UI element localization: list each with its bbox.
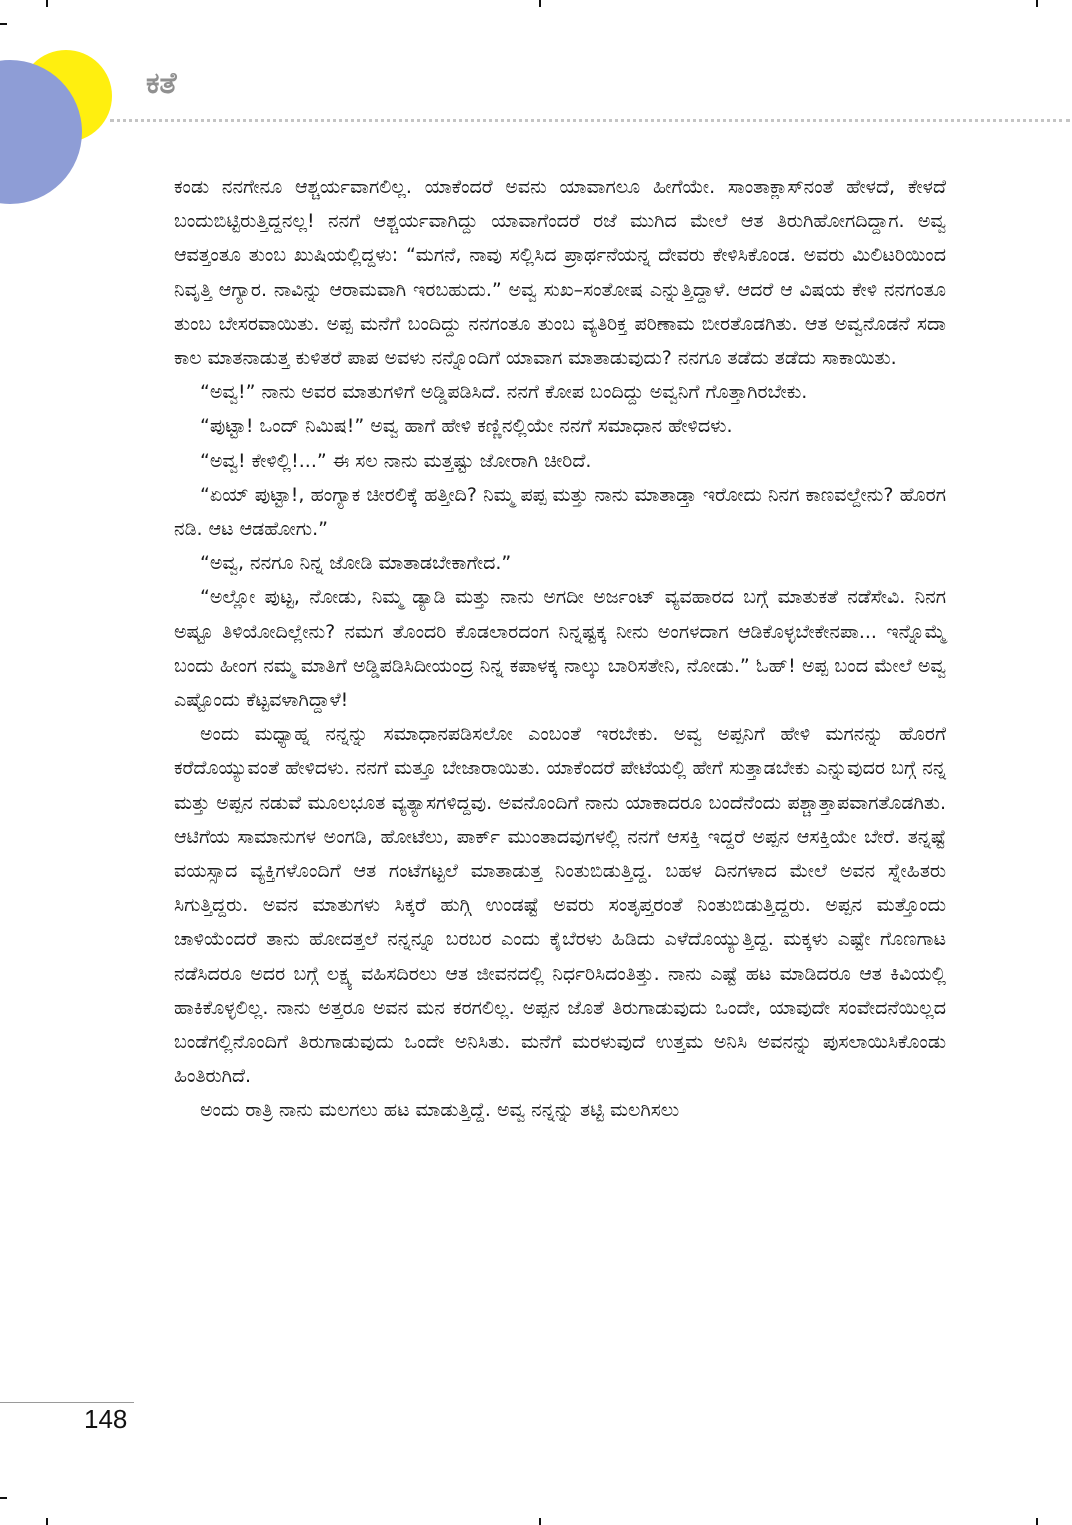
crop-mark [1036,1518,1038,1525]
paragraph: “ಅವ್ವ!” ನಾನು ಅವರ ಮಾತುಗಳಿಗೆ ಅಡ್ಡಿಪಡಿಸಿದೆ. ನನಗೆ ಕೋಪ ಬಂದಿದ್ದು ಅವ್ವನಿಗೆ ಗೊತ್ತಾಗಿರಬೇಕು. [200,381,808,404]
header-decoration [0,0,140,220]
section-title: ಕತೆ [146,66,177,101]
crop-mark [539,0,541,7]
crop-mark [0,1497,7,1499]
crop-mark [46,1518,48,1525]
header-dotted-rule [110,119,1070,122]
paragraph: ಅಂದು ಮಧ್ಯಾಹ್ನ ನನ್ನನ್ನು ಸಮಾಧಾನಪಡಿಸಲೋ ಎಂಬಂತೆ ಇರಬೇಕು. ಅವ್ವ ಅಪ್ಪನಿಗೆ ಹೇಳಿ ಮಗನನ್ನು ಹೊರಗೆ ಕರೆದೊಯ್ಯುವಂತೆ ಹೇಳಿದಳು. ನನಗೆ ಮತ್ತೂ ಬೇಜಾರಾಯಿತು. ಯಾಕೆಂದರೆ ಪೇಟೆಯಲ್ಲಿ ಹೇಗೆ ಸುತ್ತಾಡಬೇಕು ಎನ್ನುವುದರ ಬಗ್ಗೆ ನನ್ನ ಮತ್ತು ಅಪ್ಪನ ನಡುವೆ ಮೂಲಭೂತ ವ್ಯತ್ಯಾಸಗಳಿದ್ದವು. ಅವನೊಂದಿಗೆ ನಾನು ಯಾಕಾದರೂ ಬಂದೆನೆಂದು ಪಶ್ಚಾತ್ತಾಪವಾಗತೊಡಗಿತು. ಆಟಿಗೆಯ ಸಾಮಾನುಗಳ ಅಂಗಡಿ, ಹೋಟೆಲು, ಪಾರ್ಕ್ ಮುಂತಾದವುಗಳಲ್ಲಿ ನನಗೆ ಆಸಕ್ತಿ ಇದ್ದರೆ ಅಪ್ಪನ ಆಸಕ್ತಿಯೇ ಬೇರೆ. ತನ್ನಷ್ಟೆ ವಯಸ್ಸಾದ ವ್ಯಕ್ತಿಗಳೊಂದಿಗೆ ಆತ ಗಂಟೆಗಟ್ಟಲೆ ಮಾತಾಡುತ್ತ ನಿಂತುಬಿಡುತ್ತಿದ್ದ. ಬಹಳ ದಿನಗಳಾದ ಮೇಲೆ ಅವನ ಸ್ನೇಹಿತರು ಸಿಗುತ್ತಿದ್ದರು. ಅವನ ಮಾತುಗಳು ಸಿಕ್ಕರೆ ಹುಗ್ಗಿ ಉಂಡಷ್ಟೆ ಅವರು ಸಂತೃಪ್ತರಂತೆ ನಿಂತುಬಿಡುತ್ತಿದ್ದರು. ಅಪ್ಪನ ಮತ್ತೊಂದು ಚಾಳಿಯೆಂದರೆ ತಾನು ಹೋದತ್ತಲೆ ನನ್ನನ್ನೂ ಬರಬರ ಎಂದು ಕೈಬೆರಳು ಹಿಡಿದು ಎಳೆದೊಯ್ಯುತ್ತಿದ್ದ. ಮಕ್ಕಳು ಎಷ್ಟೇ ಗೊಣಗಾಟ ನಡೆಸಿದರೂ ಅದರ ಬಗ್ಗೆ ಲಕ್ಷ್ಯ ವಹಿಸದಿರಲು ಆತ ಜೀವನದಲ್ಲಿ ನಿರ್ಧರಿಸಿದಂತಿತ್ತು. ನಾನು ಎಷ್ಟೆ ಹಟ ಮಾಡಿದರೂ ಆತ ಕಿವಿಯಲ್ಲಿ ಹಾಕಿಕೊಳ್ಳಲಿಲ್ಲ. ನಾನು ಅತ್ತರೂ ಅವನ ಮನ ಕರಗಲಿಲ್ಲ. ಅಪ್ಪನ ಜೊತೆ ತಿರುಗಾಡುವುದು ಒಂದೇ, ಯಾವುದೇ ಸಂವೇದನೆಯಿಲ್ಲದ ಬಂಡೆಗಲ್ಲಿನೊಂದಿಗೆ ತಿರುಗಾಡುವುದು ಒಂದೇ ಅನಿಸಿತು. ಮನೆಗೆ ಮರಳುವುದೆ ಉತ್ತಮ ಅನಿಸಿ ಅವನನ್ನು ಪುಸಲಾಯಿಸಿಕೊಂಡು ಹಿಂತಿರುಗಿದೆ. [174,723,946,1088]
crop-mark [1036,0,1038,7]
paragraph: ಅಂದು ರಾತ್ರಿ ನಾನು ಮಲಗಲು ಹಟ ಮಾಡುತ್ತಿದ್ದೆ. ಅವ್ವ ನನ್ನನ್ನು ತಟ್ಟಿ ಮಲಗಿಸಲು [200,1099,680,1122]
paragraph: “ಪುಟ್ಟಾ! ಒಂದ್ ನಿಮಿಷ!” ಅವ್ವ ಹಾಗೆ ಹೇಳಿ ಕಣ್ಣಿನಲ್ಲಿಯೇ ನನಗೆ ಸಮಾಧಾನ ಹೇಳಿದಳು. [200,415,733,438]
paragraph: “ಅವ್ವ! ಕೇಳಿಲ್ಲಿ!...” ಈ ಸಲ ನಾನು ಮತ್ತಷ್ಟು ಜೋರಾಗಿ ಚೀರಿದೆ. [200,449,592,472]
paragraph: ಕಂಡು ನನಗೇನೂ ಆಶ್ಚರ್ಯವಾಗಲಿಲ್ಲ. ಯಾಕೆಂದರೆ ಅವನು ಯಾವಾಗಲೂ ಹೀಗೆಯೇ. ಸಾಂತಾಕ್ಲಾಸ್‌ನಂತೆ ಹೇಳದೆ, ಕೇಳದೆ ಬಂದುಬಿಟ್ಟಿರುತ್ತಿದ್ದನಲ್ಲ! ನನಗೆ ಆಶ್ಚರ್ಯವಾಗಿದ್ದು ಯಾವಾಗೆಂದರೆ ರಜೆ ಮುಗಿದ ಮೇಲೆ ಆತ ತಿರುಗಿಹೋಗದಿದ್ದಾಗ. ಅವ್ವ ಆವತ್ತಂತೂ ತುಂಬ ಖುಷಿಯಲ್ಲಿದ್ದಳು: “ಮಗನೆ, ನಾವು ಸಲ್ಲಿಸಿದ ಪ್ರಾರ್ಥನೆಯನ್ನ ದೇವರು ಕೇಳಿಸಿಕೊಂಡ. ಅವರು ಮಿಲಿಟರಿಯಿಂದ ನಿವೃತ್ತಿ ಆಗ್ಯಾರ. ನಾವಿನ್ನು ಆರಾಮವಾಗಿ ಇರಬಹುದು.” ಅವ್ವ ಸುಖ–ಸಂತೋಷ ಎನ್ನುತ್ತಿದ್ದಾಳೆ. ಆದರೆ ಆ ವಿಷಯ ಕೇಳಿ ನನಗಂತೂ ತುಂಬ ಬೇಸರವಾಯಿತು. ಅಪ್ಪ ಮನೆಗೆ ಬಂದಿದ್ದು ನನಗಂತೂ ತುಂಬ ವ್ಯತಿರಿಕ್ತ ಪರಿಣಾಮ ಬೀರತೊಡಗಿತು. ಆತ ಅವ್ವನೊಡನೆ ಸದಾ ಕಾಲ ಮಾತನಾಡುತ್ತ ಕುಳಿತರೆ ಪಾಪ ಅವಳು ನನ್ನೊಂದಿಗೆ ಯಾವಾಗ ಮಾತಾಡುವುದು? ನನಗೂ ತಡೆದು ತಡೆದು ಸಾಕಾಯಿತು. [174,176,946,370]
page-number: 148 [84,1404,128,1434]
paragraph: “ಅವ್ವ, ನನಗೂ ನಿನ್ನ ಜೋಡಿ ಮಾತಾಡಬೇಕಾಗೇದ.” [200,552,512,575]
footer-rule [0,1402,134,1403]
paragraph: “ಅಲ್ಲೋ ಪುಟ್ಟ, ನೋಡು, ನಿಮ್ಮ ಡ್ಯಾಡಿ ಮತ್ತು ನಾನು ಅಗದೀ ಅರ್ಜಂಟ್ ವ್ಯವಹಾರದ ಬಗ್ಗೆ ಮಾತುಕತೆ ನಡೆಸೇವಿ. ನಿನಗ ಅಷ್ಟೂ ತಿಳಿಯೋದಿಲ್ಲೇನು? ನಮಗ ತೊಂದರಿ ಕೊಡಲಾರದಂಗ ನಿನ್ನಷ್ಟಕ್ಕ ನೀನು ಅಂಗಳದಾಗ ಆಡಿಕೊಳ್ಳಬೇಕೇನಪಾ... ಇನ್ನೊಮ್ಮೆ ಬಂದು ಹೀಂಗ ನಮ್ಮ ಮಾತಿಗೆ ಅಡ್ಡಿಪಡಿಸಿದೀಯಂದ್ರ ನಿನ್ನ ಕಪಾಳಕ್ಕ ನಾಲ್ಕು ಬಾರಿಸತೇನಿ, ನೋಡು.” ಓಹ್! ಅಪ್ಪ ಬಂದ ಮೇಲೆ ಅವ್ವ ಎಷ್ಟೊಂದು ಕೆಟ್ಟವಳಾಗಿದ್ದಾಳೆ! [174,586,946,712]
story-text [174,170,946,1128]
crop-mark [539,1518,541,1525]
paragraph: “ಏಯ್ ಪುಟ್ಟಾ!, ಹಂಗ್ಯಾಕ ಚೀರಲಿಕ್ಕೆ ಹತ್ತೀದಿ? ನಿಮ್ಮ ಪಪ್ಪ ಮತ್ತು ನಾನು ಮಾತಾಡ್ತಾ ಇರೋದು ನಿನಗ ಕಾಣವಲ್ದೇನು? ಹೊರಗ ನಡಿ. ಆಟ ಆಡಹೋಗು.” [174,483,946,541]
